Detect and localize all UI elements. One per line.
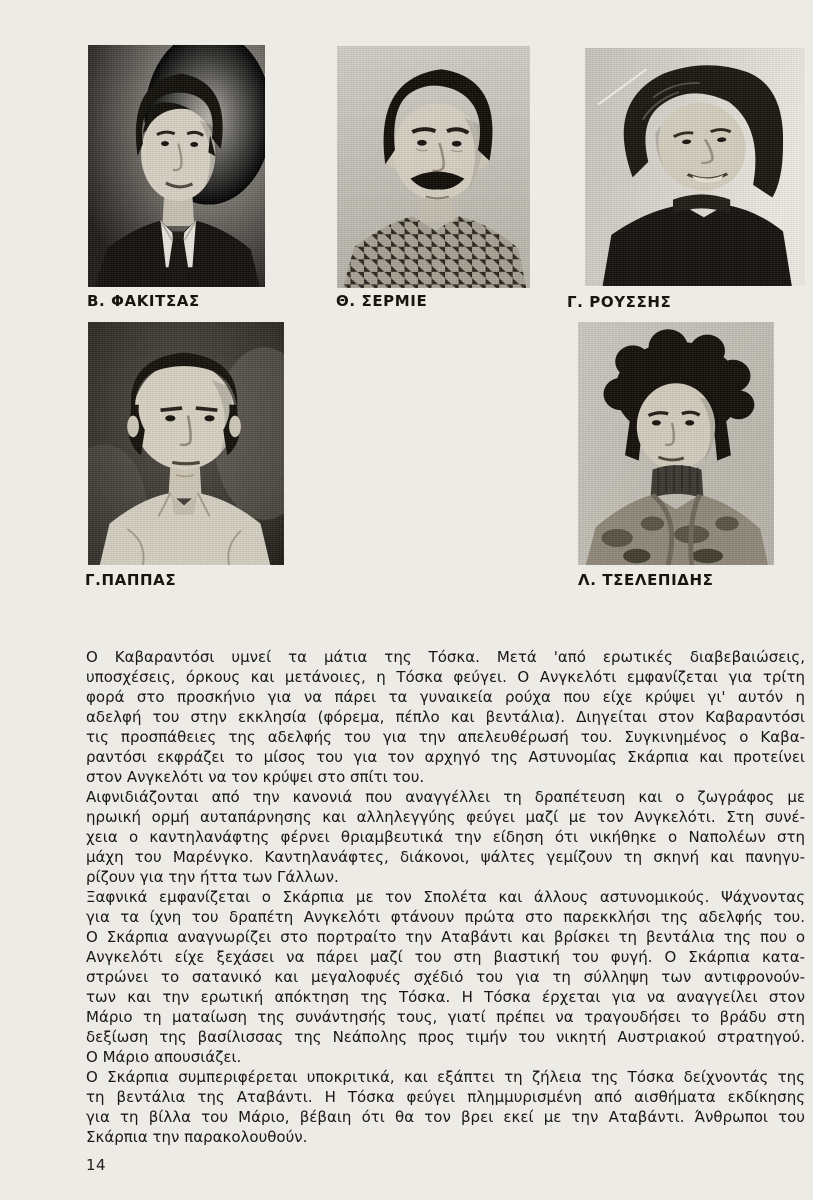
text-line: Αιφνιδιάζονται από την κανονιά που αναγγέλλει τη δραπέτευση και ο ζωγράφος με — [86, 788, 805, 806]
text-line: Μάριο τη ματαίωση της συνάντησής τους, γιατί πρέπει να τραγουδήσει το βράδυ στη — [86, 1008, 805, 1026]
text-line: Σκάρπια την παρακολουθούν. — [86, 1128, 308, 1146]
text-line: για τη βίλλα του Μάριο, βέβαιη ότι θα τον βρει εκεί με την Αταβάντι. Άνθρωποι του — [86, 1108, 805, 1126]
portrait-illustration — [88, 322, 284, 565]
text-line: δεξίωση της βασίλισσας της Νεάπολης προς τιμήν του νικητή Αυστριακού στρατηγού. — [86, 1028, 805, 1046]
portrait-photo-tselepidis — [578, 322, 774, 565]
text-line: στρώνει το σατανικό και μεγαλοφυές σχέδιό του για τη σύλληψη των αντιφρονούν- — [86, 968, 805, 986]
text-line: ρίζουν για την ήττα των Γάλλων. — [86, 868, 339, 886]
portrait-photo-sermie — [337, 46, 530, 288]
photo-caption: Γ. ΡΟΥΣΣΗΣ — [567, 293, 672, 311]
portrait-photo-roussis — [585, 48, 805, 286]
text-line: αδελφή του στην εκκλησία (φόρεμα, πέπλο και βεντάλια). Διηγείται στον Καβαραντόσι — [86, 708, 805, 726]
text-line: Ο Σκάρπια αναγνωρίζει στο πορτραίτο την Αταβάντι και βρίσκει τη βεντάλια της που ο — [86, 928, 805, 946]
text-line: ηρωική ορμή αυταπάρνησης και αλληλεγγύης φεύγει μαζί με τον Ανγκελότι. Στη συνέ- — [86, 808, 805, 826]
text-line: τη βεντάλια της Αταβάντι. Η Τόσκα φεύγει πλημμυρισμένη από αισθήματα εκδίκησης — [86, 1088, 805, 1106]
text-line: τις προσπάθειες της αδελφής του για την απελευθέρωσή του. Συγκινημένος ο Καβα- — [86, 728, 805, 746]
photo-caption: Γ.ΠΑΠΠΑΣ — [85, 571, 177, 589]
portrait-illustration — [585, 48, 805, 286]
portrait-illustration — [578, 322, 774, 565]
text-line: Ο Σκάρπια συμπεριφέρεται υποκριτικά, και εξάπτει τη ζήλεια της Τόσκα δείχνοντάς της — [86, 1068, 805, 1086]
text-line: υποσχέσεις, όρκους και μετάνοιες, η Τόσκα φεύγει. Ο Ανγκελότι εμφανίζεται για τρίτη — [86, 668, 805, 686]
text-line: των και την ερωτική απόκτηση της Τόσκα. Η Τόσκα έρχεται για να αναγγείλει στον — [86, 988, 805, 1006]
text-line: φορά στο προσκήνιο για να πάρει τα γυναικεία ρούχα που είχε κρύψει γι' αυτόν η — [86, 688, 805, 706]
photo-caption: Λ. ΤΣΕΛΕΠΙΔΗΣ — [578, 571, 714, 589]
page-number: 14 — [86, 1156, 107, 1174]
text-line: μάχη του Μαρένγκο. Καντηλανάφτες, διάκονοι, ψάλτες γεμίζουν τη σκηνή και πανηγυ- — [86, 848, 805, 866]
text-line: ραντόσι εκφράζει το μίσος του για τον αρχηγό της Αστυνομίας Σκάρπια και προτείνει — [86, 748, 805, 766]
text-line: Ξαφνικά εμφανίζεται ο Σκάρπια με τον Σπολέτα και άλλους αστυνομικούς. Ψάχνοντας — [86, 888, 805, 906]
text-line: χεια ο καντηλανάφτης φέρνει θριαμβευτικά την είδηση ότι νικήθηκε ο Ναπολέων στη — [86, 828, 805, 846]
portrait-photo-pappas — [88, 322, 284, 565]
synopsis-text — [86, 647, 805, 1147]
text-line: για τα ίχνη του δραπέτη Ανγκελότι φτάνουν πρώτα στο παρεκκλήσι της αδελφής του. — [86, 908, 805, 926]
text-line: στον Ανγκελότι να τον κρύψει στο σπίτι του. — [86, 768, 425, 786]
photo-caption: Β. ΦΑΚΙΤΣΑΣ — [87, 292, 200, 310]
portrait-illustration — [88, 45, 265, 287]
portrait-illustration — [337, 46, 530, 288]
photo-caption: Θ. ΣΕΡΜΙΕ — [336, 292, 428, 310]
text-line: Ανγκελότι είχε ξεχάσει να πάρει μαζί του στη βιαστική του φυγή. Ο Σκάρπια κατα- — [86, 948, 805, 966]
portrait-photo-fakitsas — [88, 45, 265, 287]
text-line: Ο Μάριο απουσιάζει. — [86, 1048, 242, 1066]
text-line: Ο Καβαραντόσι υμνεί τα μάτια της Τόσκα. Μετά 'από ερωτικές διαβεβαιώσεις, — [86, 648, 805, 666]
